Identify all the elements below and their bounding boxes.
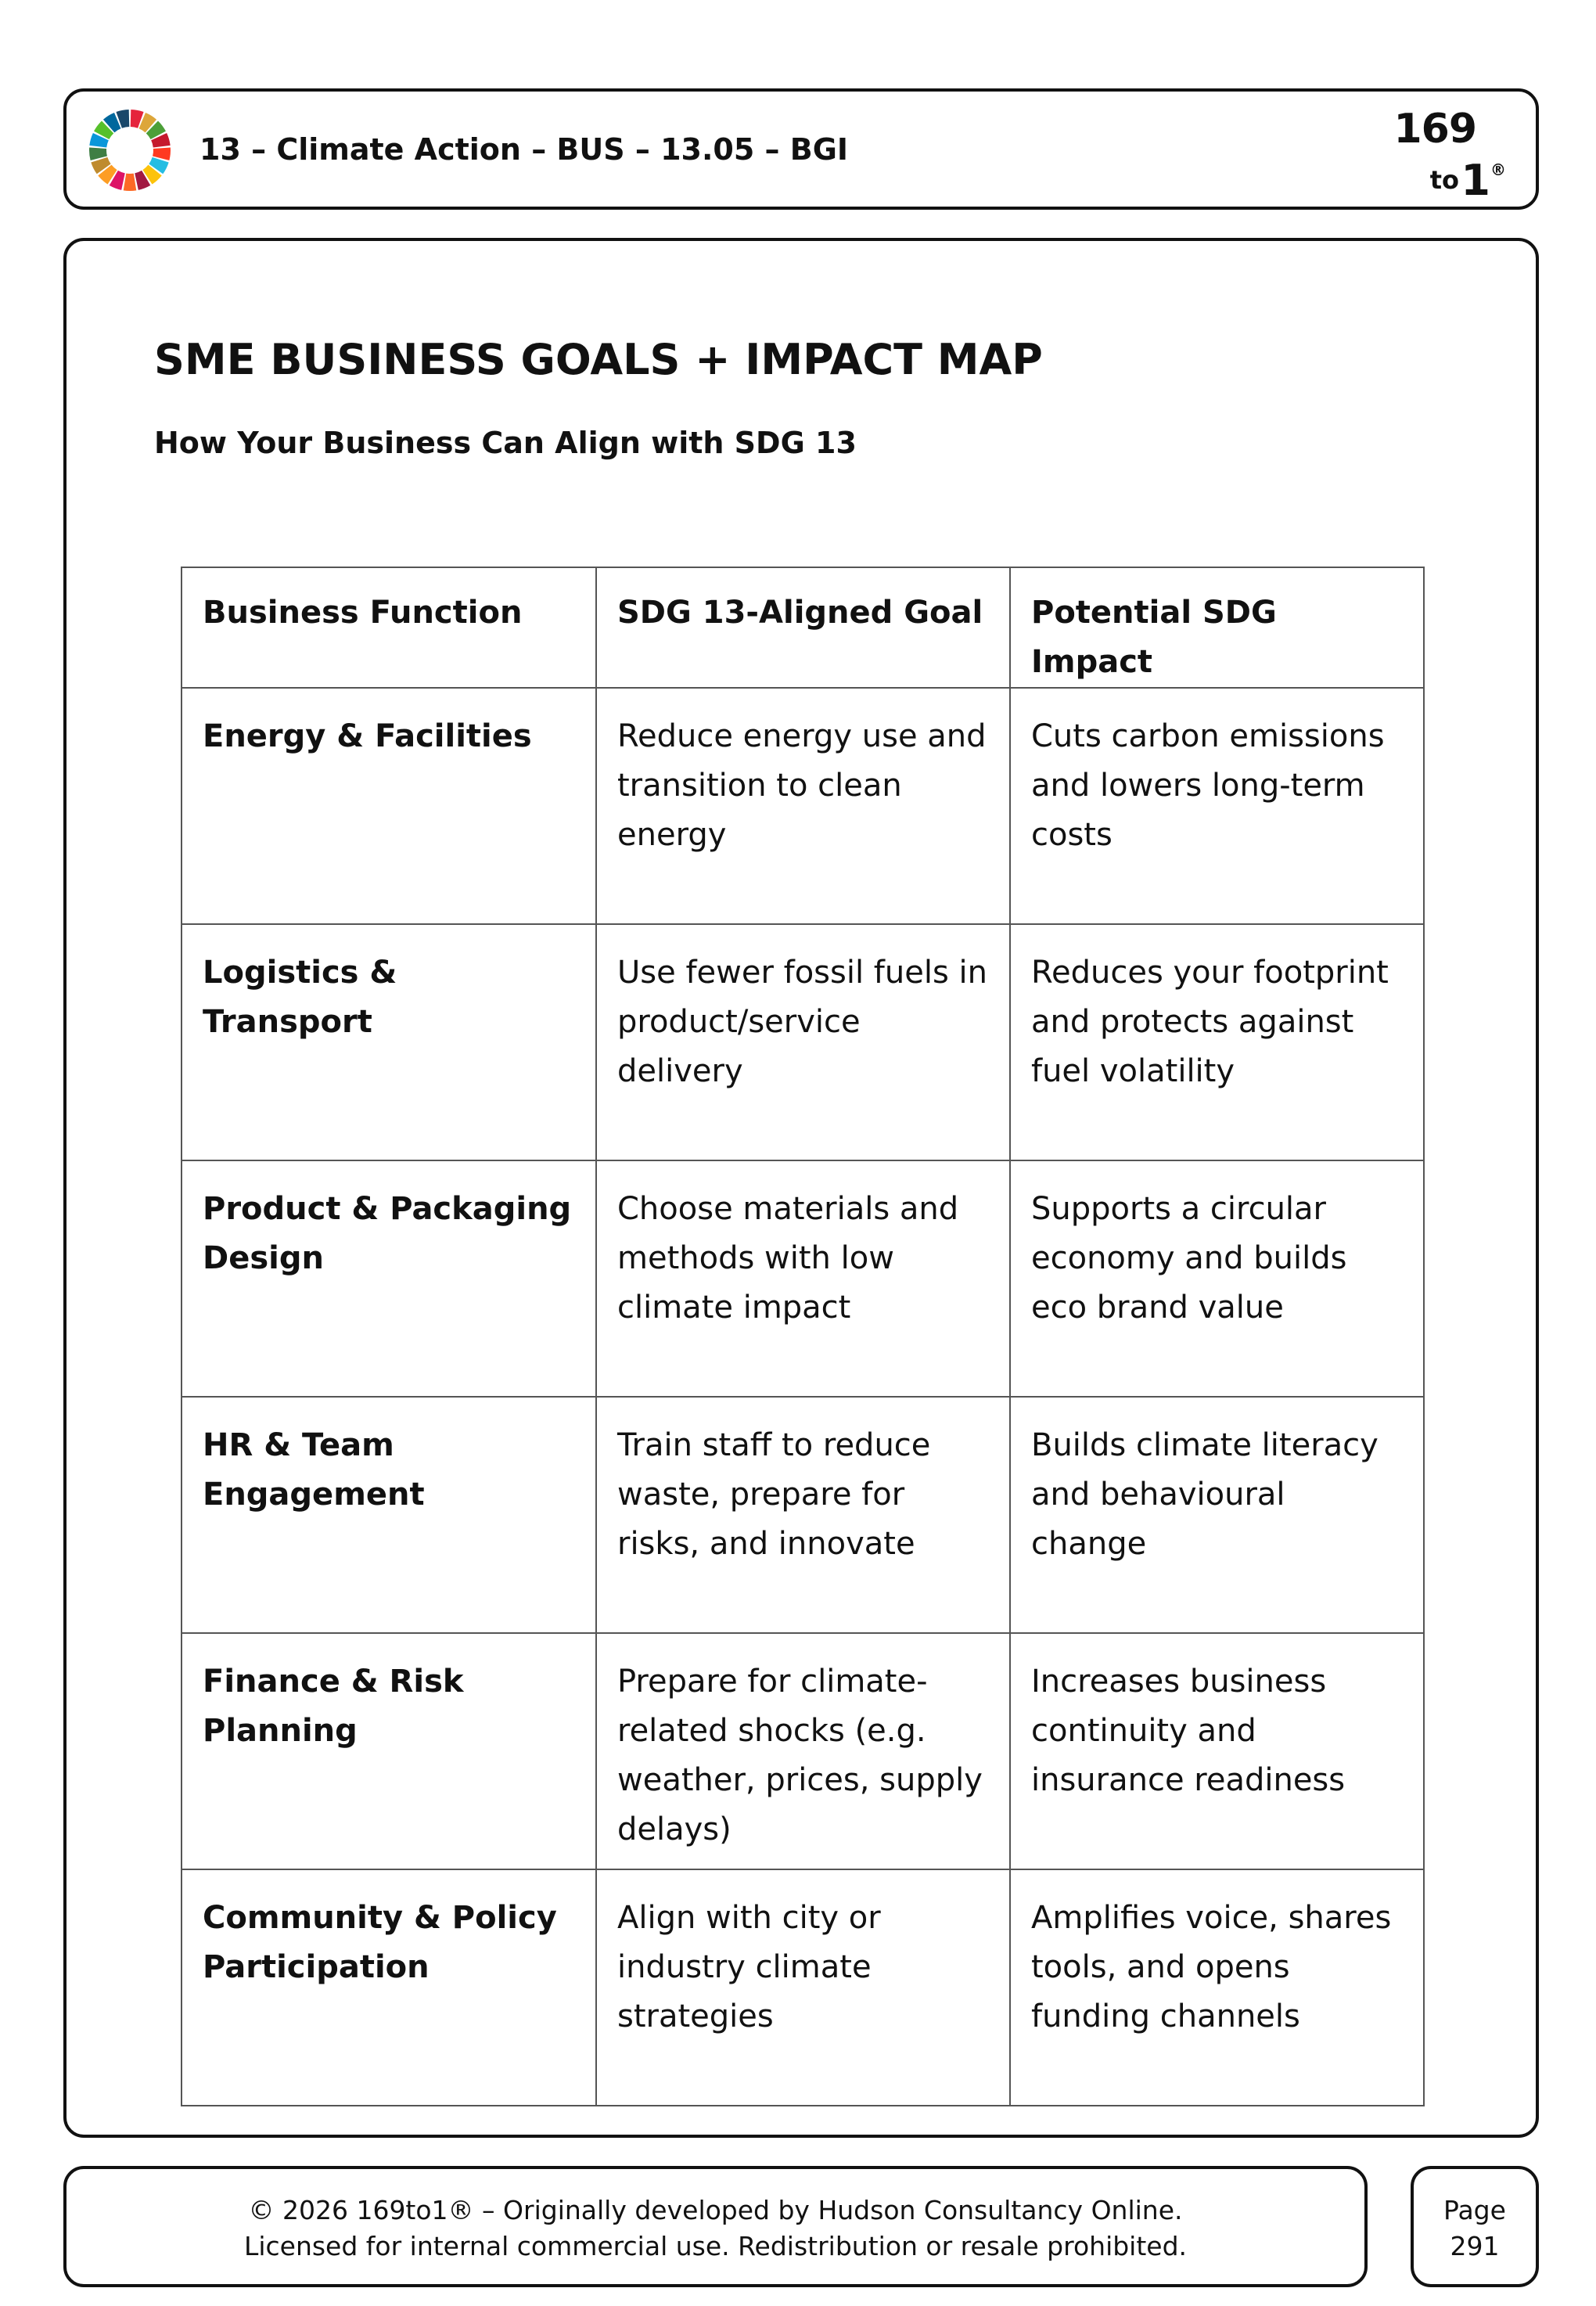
- footer-bar: [63, 2166, 1368, 2287]
- potential-impact-cell: Increases business continuity and insurance readiness: [1010, 1633, 1424, 1869]
- brand-to: to: [1429, 165, 1459, 195]
- potential-impact-cell: Amplifies voice, shares tools, and opens funding channels: [1010, 1869, 1424, 2106]
- table-row: [182, 1160, 1424, 1397]
- potential-impact-cell: Builds climate literacy and behavioural change: [1010, 1397, 1424, 1633]
- potential-impact-cell: Supports a circular economy and builds eco brand value: [1010, 1160, 1424, 1397]
- impact-map-table: [181, 567, 1425, 2106]
- table-row: [182, 924, 1424, 1160]
- page-subtitle: How Your Business Can Align with SDG 13: [154, 426, 857, 460]
- potential-impact-cell: Cuts carbon emissions and lowers long-term costs: [1010, 688, 1424, 924]
- potential-impact-cell: Reduces your footprint and protects against fuel volatility: [1010, 924, 1424, 1160]
- business-function-cell: Finance & Risk Planning: [182, 1633, 596, 1869]
- table-row: [182, 1397, 1424, 1633]
- brand-logo: [1371, 99, 1506, 205]
- table-row: [182, 688, 1424, 924]
- brand-registered-mark: ®: [1490, 160, 1506, 179]
- table-row: [182, 1869, 1424, 2106]
- business-function-cell: Product & Packaging Design: [182, 1160, 596, 1397]
- page-label: Page: [1443, 2195, 1506, 2225]
- page-number: 291: [1450, 2231, 1500, 2261]
- sdg-wheel-segment: [124, 174, 137, 191]
- header-title: 13 – Climate Action – BUS – 13.05 – BGI: [200, 132, 849, 167]
- aligned-goal-cell: Use fewer fossil fuels in product/service delivery: [596, 924, 1010, 1160]
- aligned-goal-cell: Reduce energy use and transition to clean energy: [596, 688, 1010, 924]
- table-header-row: [182, 567, 1424, 688]
- page-number-box: [1411, 2166, 1539, 2287]
- copyright-line: © 2026 169to1® – Originally developed by Hudson Consultancy Online.: [248, 2195, 1183, 2225]
- copyright-notice: [66, 2193, 1364, 2265]
- page-title: SME BUSINESS GOALS + IMPACT MAP: [154, 335, 1043, 384]
- business-function-cell: Energy & Facilities: [182, 688, 596, 924]
- header-aligned-goal: SDG 13-Aligned Goal: [596, 567, 1010, 688]
- business-function-cell: Community & Policy Participation: [182, 1869, 596, 2106]
- aligned-goal-cell: Train staff to reduce waste, prepare for risks, and innovate: [596, 1397, 1010, 1633]
- brand-number: 169: [1393, 106, 1476, 153]
- aligned-goal-cell: Align with city or industry climate strategies: [596, 1869, 1010, 2106]
- aligned-goal-cell: Prepare for climate-related shocks (e.g. weather, prices, supply delays): [596, 1633, 1010, 1869]
- table-row: [182, 1633, 1424, 1869]
- header-potential-impact: Potential SDG Impact: [1010, 567, 1424, 688]
- sdg-wheel-logo: [87, 107, 173, 193]
- business-function-cell: HR & Team Engagement: [182, 1397, 596, 1633]
- content-panel: [63, 238, 1539, 2138]
- business-function-cell: Logistics & Transport: [182, 924, 596, 1160]
- aligned-goal-cell: Choose materials and methods with low climate impact: [596, 1160, 1010, 1397]
- header-bar: [63, 88, 1539, 210]
- brand-one: 1: [1461, 156, 1490, 205]
- header-business-function: Business Function: [182, 567, 596, 688]
- license-line: Licensed for internal commercial use. Redistribution or resale prohibited.: [243, 2231, 1188, 2261]
